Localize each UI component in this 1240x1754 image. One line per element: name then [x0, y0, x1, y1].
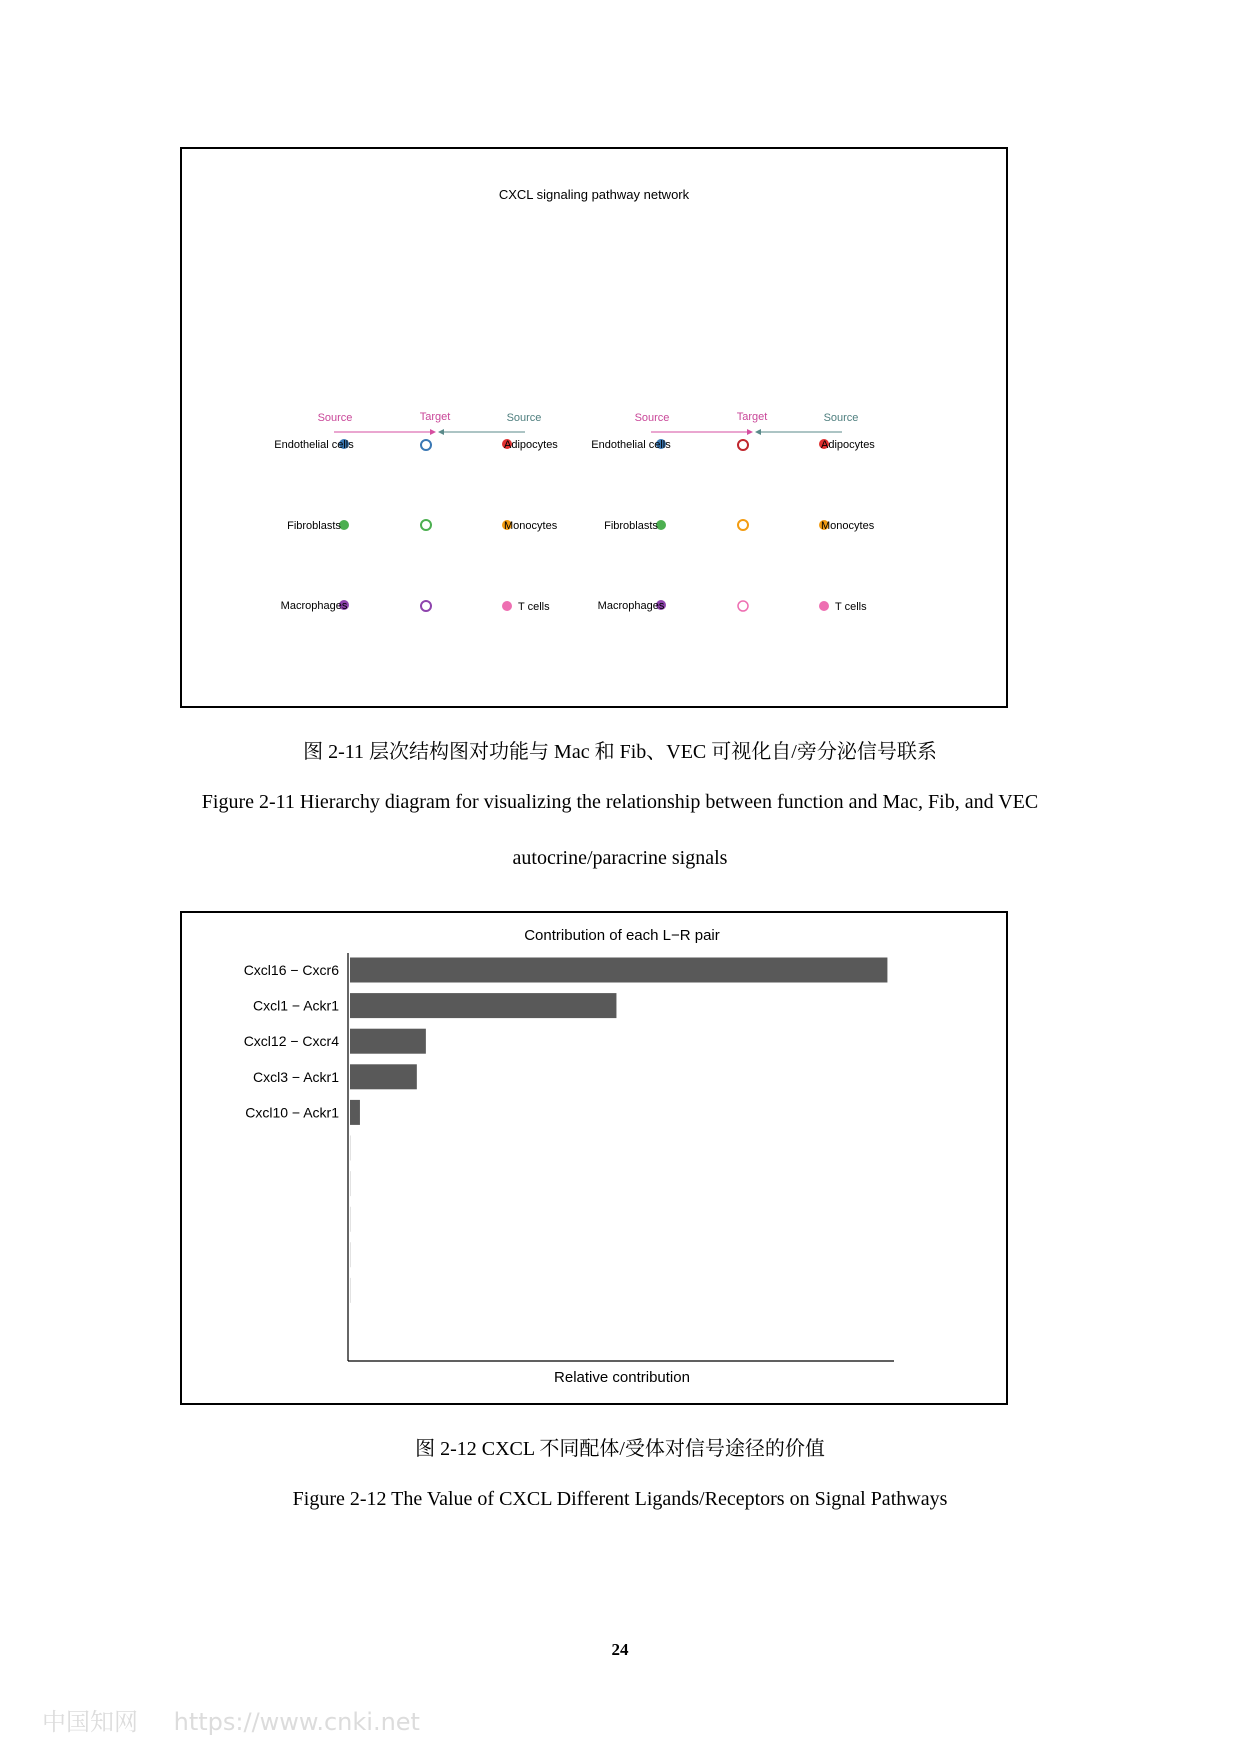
source-arrow-head: [747, 429, 753, 435]
source-left-label: Source: [317, 412, 353, 424]
target-macrophages-node: [421, 601, 431, 611]
target-macrophages-node: [738, 601, 748, 611]
tcells-label: T cells: [835, 601, 867, 613]
hierarchy-panel-2: [591, 411, 875, 613]
bar-3: [350, 1029, 426, 1054]
adipocytes-label: Adipocytes: [504, 439, 558, 451]
fibroblasts-label: Fibroblasts: [287, 520, 341, 532]
adipocytes-label: Adipocytes: [821, 439, 875, 451]
target-endothelial-node: [738, 440, 748, 450]
category-label: Cxcl1 − Ackr1: [253, 997, 339, 1014]
source-right-label: Source: [506, 412, 542, 424]
monocytes-label: Monocytes: [504, 520, 558, 532]
cnki-watermark: [42, 1702, 448, 1737]
target-fibroblasts-node: [421, 520, 431, 530]
category-label: Cxcl12 − Cxcr4: [243, 1033, 339, 1050]
hierarchy-panel-1: [274, 411, 558, 613]
watermark-name: 中国知网: [42, 1708, 138, 1736]
hierarchy-diagram: [182, 149, 1006, 706]
source-left-label: Source: [634, 412, 670, 424]
tcells-node: [819, 601, 829, 611]
target-fibroblasts-node: [738, 520, 748, 530]
hierarchy-title: CXCL signaling pathway network: [498, 187, 690, 202]
figure-2-11-caption-zh: 图 2-11 层次结构图对功能与 Mac 和 Fib、VEC 可视化自/旁分泌信号联系: [303, 741, 937, 763]
bar-4: [350, 1064, 417, 1089]
target-endothelial-node: [421, 440, 431, 450]
figure-2-11-caption-en-line2: autocrine/paracrine signals: [512, 847, 728, 869]
category-label: Cxcl3 − Ackr1: [253, 1068, 339, 1085]
category-label: Cxcl16 − Cxcr6: [243, 962, 339, 978]
category-label: Cxcl10 − Ackr1: [245, 1104, 339, 1121]
page-number: 24: [611, 1640, 629, 1659]
hierarchy-figure: [180, 147, 1008, 708]
bars-group: [244, 958, 888, 1303]
contribution-figure: [180, 911, 1008, 1405]
chart-title: Contribution of each L−R pair: [524, 927, 720, 944]
contribution-bar-chart: [182, 913, 1006, 1403]
watermark-url: https://www.cnki.net: [173, 1708, 420, 1736]
fibroblasts-label: Fibroblasts: [604, 520, 658, 532]
monocytes-label: Monocytes: [821, 520, 875, 532]
macrophages-label: Macrophages: [280, 600, 348, 612]
source-right-label: Source: [823, 412, 859, 424]
tcells-node: [502, 601, 512, 611]
target-label: Target: [419, 411, 451, 423]
macrophages-label: Macrophages: [597, 600, 665, 612]
tcells-label: T cells: [518, 601, 550, 613]
source-arrow-head: [430, 429, 436, 435]
figure-2-12-caption-zh: 图 2-12 CXCL 不同配体/受体对信号途径的价值: [415, 1438, 825, 1460]
right-arrow-head: [438, 429, 444, 435]
bar-5: [350, 1100, 360, 1125]
endothelial-label: Endothelial cells: [591, 439, 671, 451]
x-axis-label: Relative contribution: [554, 1369, 690, 1386]
figure-2-12-caption-en: Figure 2-12 The Value of CXCL Different Ligands/Receptors on Signal Pathways: [292, 1488, 948, 1510]
right-arrow-head: [755, 429, 761, 435]
bar-2: [350, 993, 616, 1018]
target-label: Target: [736, 411, 768, 423]
figure-2-11-caption-en: Figure 2-11 Hierarchy diagram for visualizing the relationship between function and Mac, Fib, and VEC: [201, 791, 1039, 813]
bar-1: [350, 958, 887, 983]
endothelial-label: Endothelial cells: [274, 439, 354, 451]
